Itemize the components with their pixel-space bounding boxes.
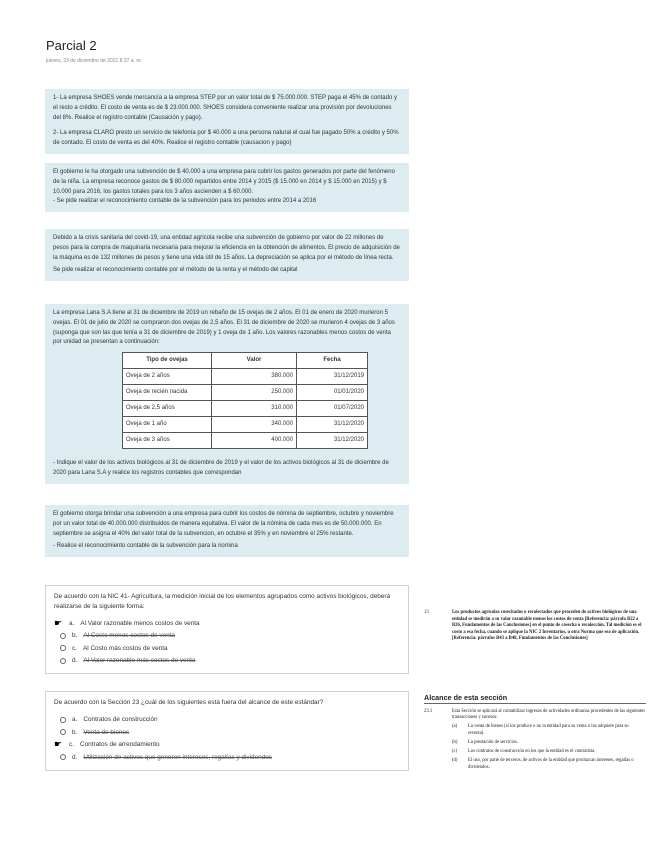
item-label: (b) [452, 739, 458, 745]
option-letter: a. [72, 716, 78, 724]
table-cell: 380.000 [212, 369, 297, 385]
reference-text: Los productos agrícolas cosechados o recolectados que proceden de activos biológicos de una entidad se medirán a su valor razonable menos los costos de venta [Referencia: párrafo B22 a B26, Fundamentos de las Conclusiones] en el punto de cosecha o recolección. Tal medición es el costo a esa fecha, cuando se aplique la NIC 2 Inventarios, u otra Norma que sea de aplicación. [Referencia: párrafos B43 a B48, Fundamentos de las Conclusiones] [452, 610, 642, 642]
page-date: jueves, 23 de diciembre de 2021 8:37 a. m. [46, 58, 142, 64]
option-c[interactable] [54, 739, 400, 752]
card-paragraph: Debido a la crisis sanitaria del covid-19, una entidad agrícola recibe una subvención de gobierno por valor de 22 millones de pesos para la compra de maquinaria necesaria para mejorar la eficiencia en la obtención de alimentos. El precio de adquisición de la máquina es de 132 millones de pesos y tiene una vida útil de 15 años. La depreciación se aplica por el método de línea recta. [53, 235, 400, 261]
reference-heading: Alcance de esta sección [424, 695, 646, 704]
reference-item [452, 758, 646, 771]
option-letter: b. [72, 632, 78, 640]
option-text: Al Costo más costos de venta [82, 644, 168, 652]
reference-item [452, 740, 646, 747]
item-label: (c) [452, 749, 458, 755]
table-header: Valor [212, 353, 297, 369]
table-row [123, 369, 368, 385]
option-a[interactable] [54, 714, 400, 727]
reference-section23-excerpt [424, 695, 646, 771]
reference-intro: Esta Sección se aplicará al contabilizar ingresos de actividades ordinarias procedentes de las siguientes transacciones y sucesos: [452, 708, 646, 721]
option-d[interactable] [54, 751, 400, 764]
table-header: Tipo de ovejas [123, 353, 212, 369]
card-paragraph: - Se pide realizar el reconocimiento contable de la subvención para los periodos entre 2014 a 2016 [53, 198, 317, 205]
radio-button[interactable] [60, 754, 66, 760]
table-row [123, 385, 368, 401]
paragraph-number: 13 [424, 610, 429, 615]
option-text: Al Valor razonable menos costos de venta [80, 619, 200, 627]
option-c[interactable] [54, 642, 400, 655]
card-paragraph: El gobierno le ha otorgado una subvención de $ 40.000 a una empresa para cubrir los gastos generados por parte del fenómeno de la niña. La empresa reconoce gastos de $ 80.000 repartidos entre 2014 y 2015 ($ 15.000 en 2014 y $ 15.000 en 2015) y $ 10.000 para 2016, los gastos totales para los 3 años ascienden a $ 60.000. [53, 169, 395, 195]
card-paragraph: El gobierno otorga brindar una subvención a una empresa para cubrir los costos de nómina de septiembre, octubre y noviembre por un valor total de 40.000.000 distribuidos de manera equitativa. El valor de la nómina de cada mes es de 50.000.000. En septiembre se asigna el 40% del valor total de la subvencion, en octubre el 35% y en noviembre el 25% restante. [53, 511, 394, 537]
table-cell: 31/12/2020 [297, 433, 368, 449]
radio-button[interactable] [60, 645, 66, 651]
sheep-values-table [122, 352, 368, 449]
option-letter: a. [69, 619, 75, 627]
question-card-4 [45, 304, 409, 484]
card-paragraph: Se pide realizar el reconocimiento contable por el método de la renta y el método del capital [53, 267, 298, 274]
hand-cursor-icon: ☛ [54, 617, 63, 628]
item-text: Los contratos de construcción en los que la entidad es el contratista. [468, 749, 596, 755]
option-letter: d. [72, 753, 78, 761]
table-cell: 31/12/2019 [297, 369, 368, 385]
table-cell: 31/12/2020 [297, 417, 368, 433]
table-header: Fecha [297, 353, 368, 369]
option-d[interactable] [54, 655, 400, 668]
question-text: De acuerdo con la Sección 23 ¿cuál de los siguientes está fuera del alcance de este estándar? [54, 699, 324, 706]
paragraph-number: 23.1 [424, 708, 433, 714]
card-paragraph: 1- La empresa SHOES vende mercancía a la empresa STEP por un valor total de $ 75.000.000. STEP paga el 45% de contado y el resto a crédito. El costo de venta es de $ 23.000.000. SHOES considera conveniente realizar una provisión por devoluciones del 8%. Realice el registro contable (Causación y pago). [53, 95, 397, 121]
question-card-5 [45, 505, 409, 557]
option-letter: d. [72, 657, 78, 665]
option-text: Contratos de construcción [83, 716, 158, 724]
question-text: De acuerdo con la NIC 41- Agricultura, la medición inicial de los elementos agrupados como activos biológicos, deberá realizarse de la siguiente forma: [54, 593, 391, 610]
multiple-choice-question-1 [45, 585, 409, 674]
reference-item [452, 724, 646, 737]
table-cell: 310.000 [212, 401, 297, 417]
table-row [123, 417, 368, 433]
item-text: El uso, por parte de terceros, de activos de la entidad que produzcan intereses, regalías o dividendos. [468, 758, 634, 770]
radio-button[interactable] [60, 658, 66, 664]
option-letter: c. [69, 741, 74, 749]
table-cell: 01/07/2020 [297, 401, 368, 417]
card-paragraph: La empresa Lana S.A tiene al 31 de diciembre de 2019 un rebaño de 15 ovejas de 2 años. El 01 de enero de 2020 murieron 5 ovejas. El 01 de julio de 2020 se compraron dos ovejas de 2,5 años. El 31 de diciembre de 2020 se murieron 4 ovejas de 3 años (suponga que son las que tenía a 31 de diciembre de 2019) y 1 oveja de 1 año. Los valores razonables menos costos de venta por unidad se presentan a continuación: [53, 310, 395, 346]
table-cell: 400.000 [212, 433, 297, 449]
option-letter: c. [72, 644, 77, 652]
table-row [123, 433, 368, 449]
reference-nic41-excerpt [424, 610, 646, 643]
hand-cursor-icon: ☛ [54, 739, 63, 750]
radio-button[interactable] [60, 729, 66, 735]
reference-item [452, 749, 646, 756]
table-row [123, 401, 368, 417]
question-card-1 [45, 89, 409, 154]
radio-button[interactable] [60, 717, 66, 723]
option-a[interactable] [54, 617, 400, 630]
table-cell: Oveja de 3 años [123, 433, 212, 449]
multiple-choice-question-2 [45, 691, 409, 771]
card-paragraph: - Realice el reconocimiento contable de la subvención para la nomina [53, 543, 238, 550]
table-cell: 340.000 [212, 417, 297, 433]
option-text: Al Valor razonable más costos de venta [83, 657, 196, 665]
table-cell: Oveja de 2 años [123, 369, 212, 385]
option-text: Contratos de arrendamiento [79, 741, 160, 749]
card-paragraph: 2- La empresa CLARO presto un servicio de telefonía por $ 40.000 a una persona natural el cual fue pagado 50% a crédito y 50% de contado. El costo de venta es del 40%. Realice el registro contable (causacion y pago) [53, 130, 399, 147]
item-label: (a) [452, 724, 458, 730]
question-card-2 [45, 163, 409, 212]
page-title: Parcial 2 [46, 38, 97, 53]
table-cell: Oveja de 2,5 años [123, 401, 212, 417]
table-cell: Oveja de recién nacida [123, 385, 212, 401]
option-b[interactable] [54, 726, 400, 739]
radio-button[interactable] [60, 633, 66, 639]
table-cell: Oveja de 1 año [123, 417, 212, 433]
card-paragraph: - Indique el valor de los activos biológicos al 31 de diciembre de 2019 y el valor de los activos biológicos al 31 de diciembre de 2020 para Lana S.A y realice los registros contables que correspondan [53, 460, 389, 476]
option-text: Al Costo menos costos de venta [83, 632, 175, 640]
table-cell: 250.000 [212, 385, 297, 401]
table-header-row [123, 353, 368, 369]
item-label: (d) [452, 758, 458, 764]
option-text: Utilización de activos que generen intereses, regalías y dividendos [83, 753, 272, 761]
option-text: Venta de bienes [83, 728, 130, 736]
option-b[interactable] [54, 630, 400, 643]
item-text: La prestación de servicios. [468, 739, 518, 745]
item-text: La venta de bienes (si los produce o no la entidad para su venta o los adquiere para su reventa). [468, 724, 629, 736]
option-letter: b. [72, 728, 78, 736]
question-card-3 [45, 229, 409, 281]
table-cell: 01/01/2020 [297, 385, 368, 401]
